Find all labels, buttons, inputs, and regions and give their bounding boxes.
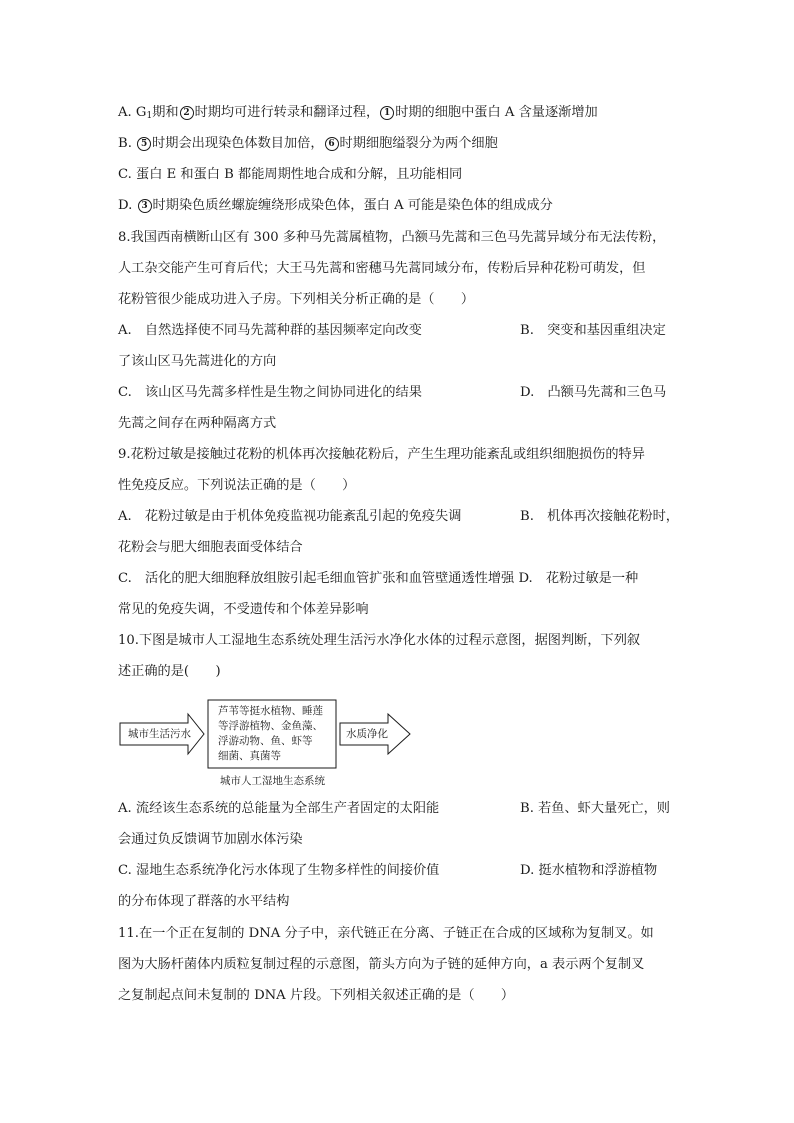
q8-option-c: C. 该山区马先蒿多样性是生物之间协同进化的结果 <box>118 385 422 400</box>
box-line-1: 芦苇等挺水植物、睡莲 <box>218 705 323 717</box>
wetland-process-diagram <box>118 696 418 792</box>
q9-option-b: B. 机体再次接触花粉时， <box>520 509 679 524</box>
q10-option-d: D. 挺水植物和浮游植物 <box>520 863 658 878</box>
box-line-2: 等浮游植物、金鱼藻、 <box>218 720 323 732</box>
circled-number-6: 6 <box>325 137 339 151</box>
q10-stem-line-2: 述正确的是( ) <box>118 664 221 679</box>
q10-option-c: C. 湿地生态系统净化污水体现了生物多样性的间接价值 <box>118 863 440 878</box>
q10-option-d-cont: 的分布体现了群落的水平结构 <box>118 894 290 909</box>
q11-stem-line-3: 之复制起点间未复制的 DNA 片段。下列相关叙述正确的是（ ） <box>118 988 515 1003</box>
purified-water-label: 水质净化 <box>346 728 388 740</box>
q8-option-d: D. 凸额马先蒿和三色马 <box>520 385 667 400</box>
circled-number-3: 3 <box>138 199 152 213</box>
q7-option-b: B. 5 时期会出现染色体数目加倍， 6 时期细胞缢裂分为两个细胞 <box>118 136 498 151</box>
circled-number-2: 2 <box>180 106 194 120</box>
q8-option-a: A. 自然选择使不同马先蒿种群的基因频率定向改变 <box>118 323 422 338</box>
circled-number-5: 5 <box>137 137 151 151</box>
box-line-3: 浮游动物、鱼、虾等 <box>218 735 313 747</box>
q7-option-c: C. 蛋白 E 和蛋白 B 都能周期性地合成和分解，且功能相同 <box>118 167 463 182</box>
q9-option-b-cont: 花粉会与肥大细胞表面受体结合 <box>118 540 303 555</box>
q9-option-cd-cont: 常见的免疫失调，不受遗传和个体差异影响 <box>118 602 369 617</box>
circled-number-1: 1 <box>380 106 394 120</box>
q8-option-b: B. 突变和基因重组决定 <box>520 323 666 338</box>
q7-option-d: D. 3 时期染色质丝螺旋缠绕形成染色体，蛋白 A 可能是染色体的组成成分 <box>118 198 553 213</box>
q8-stem-line-2: 人工杂交能产生可育后代；大王马先蒿和密穗马先蒿同域分布，传粉后异种花粉可萌发，但 <box>118 261 646 276</box>
q9-options-ab <box>118 508 678 526</box>
q9-option-c: C. 活化的肥大细胞释放组胺引起毛细血管扩张和血管壁通透性增强 D. 花粉过敏是一种 <box>118 571 639 586</box>
q11-stem-line-1: 11.在一个正在复制的 DNA 分子中，亲代链正在分离、子链正在合成的区域称为复制叉。如 <box>118 926 654 941</box>
q11-stem-line-2: 图为大肠杆菌体内质粒复制过程的示意图，箭头方向为子链的延伸方向，a 表示两个复制叉 <box>118 957 645 972</box>
sewage-input-label: 城市生活污水 <box>128 728 191 740</box>
q10-option-a: A. 流经该生态系统的总能量为全部生产者固定的太阳能 <box>118 801 440 816</box>
q10-options-ab <box>118 800 678 818</box>
q10-option-b-cont: 会通过负反馈调节加剧水体污染 <box>118 832 303 847</box>
q8-option-d-cont: 先蒿之间存在两种隔离方式 <box>118 416 277 431</box>
q8-stem-line-3: 花粉管很少能成功进入子房。下列相关分析正确的是（ ） <box>118 292 475 307</box>
q8-options-cd <box>118 384 678 402</box>
q9-stem-line-2: 性免疫反应。下列说法正确的是（ ） <box>118 478 356 493</box>
q10-option-b: B. 若鱼、虾大量死亡，则 <box>520 801 670 816</box>
q8-stem-line-1: 8.我国西南横断山区有 300 多种马先蒿属植物，凸额马先蒿和三色马先蒿异域分布无法传粉， <box>118 230 666 245</box>
q9-stem-line-1: 9.花粉过敏是接触过花粉的机体再次接触花粉后，产生生理功能紊乱或组织细胞损伤的特异 <box>118 447 645 462</box>
box-line-4: 细菌、真菌等 <box>218 750 281 762</box>
q10-options-cd <box>118 862 678 880</box>
diagram-caption: 城市人工湿地生态系统 <box>220 775 325 787</box>
q8-option-b-cont: 了该山区马先蒿进化的方向 <box>118 354 277 369</box>
q9-option-a: A. 花粉过敏是由于机体免疫监视功能紊乱引起的免疫失调 <box>118 509 462 524</box>
q7-option-a: A. $G_1$期和 2 时期均可进行转录和翻译过程， 1 时期的细胞中蛋白 A 含量逐渐增加 <box>118 105 598 121</box>
q10-stem-line-1: 10.下图是城市人工湿地生态系统处理生活污水净化水体的过程示意图，据图判断，下列叙 <box>118 633 641 648</box>
q8-options-ab <box>118 322 678 340</box>
